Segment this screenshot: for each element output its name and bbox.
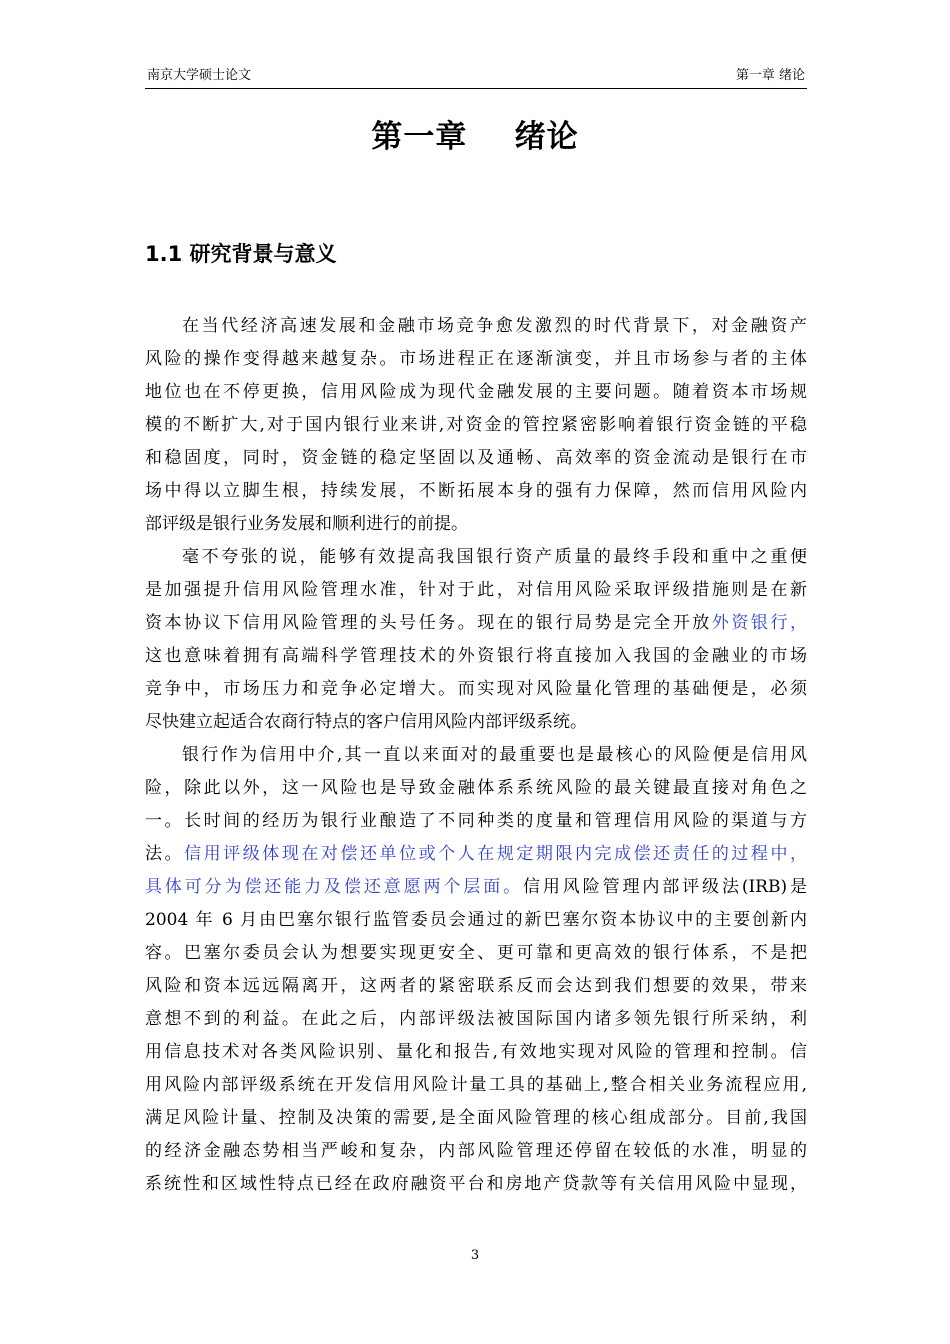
paragraph-3-line-2: 险，除此以外，这一风险也是导致金融体系系统风险的最关键最直接对角色之 [145, 778, 807, 798]
running-header [145, 66, 807, 89]
section-title: 1.1 研究背景与意义 [145, 242, 337, 266]
paragraph-2-line-4: 这也意味着拥有高端科学管理技术的外资银行将直接加入我国的金融业的市场 [145, 646, 807, 666]
paragraph-3-line-6: 2004 年 6 月由巴塞尔银行监管委员会通过的新巴塞尔资本协议中的主要创新内 [145, 910, 807, 930]
paragraph-3-line-13: 的经济金融态势相当严峻和复杂，内部风险管理还停留在较低的水准，明显的 [145, 1141, 807, 1161]
paragraph-2-line-2: 是加强提升信用风险管理水准，针对于此，对信用风险采取评级措施则是在新 [145, 580, 807, 600]
paragraph-3-line-3: 一。长时间的经历为银行业酿造了不同种类的度量和管理信用风险的渠道与方 [145, 811, 807, 831]
body-text [145, 310, 807, 1201]
paragraph-3-line-5-rest: 信用风险管理内部评级法(IRB)是 [523, 877, 808, 897]
highlight-credit-rating: 信用评级体现在对偿还单位或个人在规定期限内完成偿还责任的过程中， [184, 844, 808, 864]
paragraph-3-line-10: 用信息技术对各类风险识别、量化和报告,有效地实现对风险的管理和控制。信 [145, 1042, 807, 1062]
header-chapter-label: 第一章 绪论 [735, 68, 805, 83]
highlight-repayment: 具体可分为偿还能力及偿还意愿两个层面。 [145, 877, 523, 897]
paragraph-2-line-1: 毫不夸张的说，能够有效提高我国银行资产质量的最终手段和重中之重便 [182, 547, 807, 567]
paragraph-1-line-7: 部评级是银行业务发展和顺利进行的前提。 [145, 514, 468, 534]
paragraph-1-line-2: 风险的操作变得越来越复杂。市场进程正在逐渐演变，并且市场参与者的主体 [145, 349, 807, 369]
header-thesis-label: 南京大学硕士论文 [147, 68, 252, 83]
chapter-title: 第一章 绪论 [371, 119, 579, 155]
paragraph-1-line-6: 场中得以立脚生根，持续发展，不断拓展本身的强有力保障，然而信用风险内 [145, 481, 807, 501]
paragraph-1-line-3: 地位也在不停更换，信用风险成为现代金融发展的主要问题。随着资本市场规 [145, 382, 807, 402]
paragraph-2-line-5: 竞争中，市场压力和竞争必定增大。而实现对风险量化管理的基础便是，必须 [145, 679, 807, 699]
page-number: 3 [470, 1248, 480, 1263]
paragraph-3-line-11: 用风险内部评级系统在开发信用风险计量工具的基础上,整合相关业务流程应用, [145, 1075, 807, 1095]
paragraph-3-line-4 [145, 838, 807, 871]
paragraph-3-line-5 [145, 871, 807, 904]
paragraph-2-line-3 [145, 607, 807, 640]
paragraph-3-line-1: 银行作为信用中介,其一直以来面对的最重要也是最核心的风险便是信用风 [182, 745, 807, 765]
paragraph-3-line-9: 意想不到的利益。在此之后，内部评级法被国际国内诸多领先银行所采纳，利 [145, 1009, 807, 1029]
paragraph-3-line-12: 满足风险计量、控制及决策的需要,是全面风险管理的核心组成部分。目前,我国 [145, 1108, 807, 1128]
paragraph-3-line-4-prefix: 法。 [145, 844, 185, 864]
paragraph-3-line-14: 系统性和区域性特点已经在政府融资平台和房地产贷款等有关信用风险中显现， [145, 1174, 807, 1194]
paragraph-1-line-5: 和稳固度，同时，资金链的稳定坚固以及通畅、高效率的资金流动是银行在市 [145, 448, 807, 468]
paragraph-1-line-1: 在当代经济高速发展和金融市场竞争愈发激烈的时代背景下，对金融资产 [182, 316, 807, 336]
paragraph-2-line-6: 尽快建立起适合农商行特点的客户信用风险内部评级系统。 [145, 712, 587, 732]
highlight-foreign-banks: 外资银行， [711, 613, 808, 633]
paragraph-1-line-4: 模的不断扩大,对于国内银行业来讲,对资金的管控紧密影响着银行资金链的平稳 [145, 415, 807, 435]
paragraph-2-line-3-text: 资本协议下信用风险管理的头号任务。现在的银行局势是完全开放 [145, 613, 712, 633]
paragraph-3-line-8: 风险和资本远远隔离开，这两者的紧密联系反而会达到我们想要的效果，带来 [145, 976, 807, 996]
paragraph-3-line-7: 容。巴塞尔委员会认为想要实现更安全、更可靠和更高效的银行体系，不是把 [145, 943, 807, 963]
